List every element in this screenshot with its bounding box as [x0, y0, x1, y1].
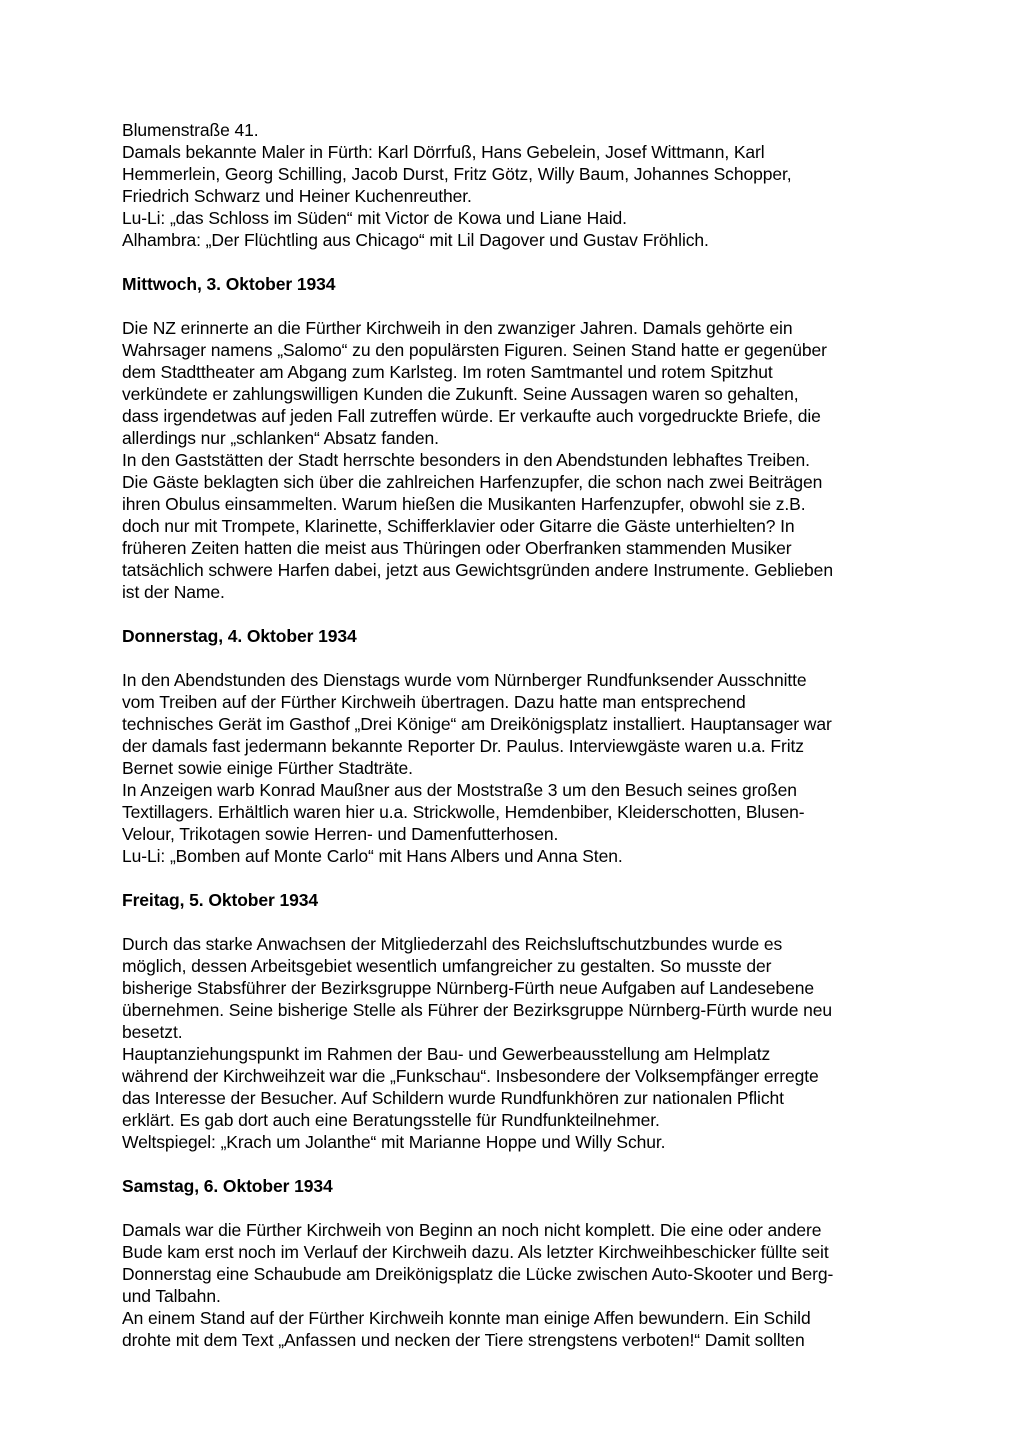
text-line: und Talbahn. — [122, 1286, 221, 1306]
text-line: verkündete er zahlungswilligen Kunden die Zukunft. Seine Aussagen waren so gehalten, — [122, 384, 799, 404]
text-line: Die Gäste beklagten sich über die zahlreichen Harfenzupfer, die schon nach zwei Beiträgen — [122, 472, 823, 492]
text-line: Velour, Trikotagen sowie Herren- und Damenfutterhosen. — [122, 824, 559, 844]
text-line: Alhambra: „Der Flüchtling aus Chicago“ mit Lil Dagover und Gustav Fröhlich. — [122, 230, 709, 250]
text-line: bisherige Stabsführer der Bezirksgruppe Nürnberg-Fürth neue Aufgaben auf Landesebene — [122, 978, 815, 998]
paragraph — [122, 669, 922, 867]
paragraph — [122, 119, 922, 251]
text-line: ihren Obulus einsammelten. Warum hießen die Musikanten Harfenzupfer, obwohl sie z.B. — [122, 494, 806, 514]
text-line: technisches Gerät im Gasthof „Drei Könige“ am Dreikönigsplatz installiert. Hauptansager war — [122, 714, 832, 734]
text-line: der damals fast jedermann bekannte Reporter Dr. Paulus. Interviewgäste waren u.a. Fritz — [122, 736, 804, 756]
text-line: Hauptanziehungspunkt im Rahmen der Bau- und Gewerbeausstellung am Helmplatz — [122, 1044, 771, 1064]
text-line: dem Stadttheater am Abgang zum Karlsteg. Im roten Samtmantel und rotem Spitzhut — [122, 362, 773, 382]
text-line: In den Abendstunden des Dienstags wurde vom Nürnberger Rundfunksender Ausschnitte — [122, 670, 807, 690]
text-line: Bude kam erst noch im Verlauf der Kirchweih dazu. Als letzter Kirchweihbeschicker füllte seit — [122, 1242, 829, 1262]
text-line: besetzt. — [122, 1022, 183, 1042]
text-line: Durch das starke Anwachsen der Mitgliederzahl des Reichsluftschutzbundes wurde es — [122, 934, 783, 954]
text-line: dass irgendetwas auf jeden Fall zutreffen würde. Er verkaufte auch vorgedruckte Briefe, die — [122, 406, 821, 426]
text-line: An einem Stand auf der Fürther Kirchweih konnte man einige Affen bewundern. Ein Schild — [122, 1308, 811, 1328]
text-line: In Anzeigen warb Konrad Maußner aus der Moststraße 3 um den Besuch seines großen — [122, 780, 797, 800]
text-line: Die NZ erinnerte an die Fürther Kirchweih in den zwanziger Jahren. Damals gehörte ein — [122, 318, 793, 338]
paragraph — [122, 317, 922, 603]
day-heading: Mittwoch, 3. Oktober 1934 — [122, 274, 336, 294]
text-line: Bernet sowie einige Fürther Stadträte. — [122, 758, 413, 778]
day-heading: Samstag, 6. Oktober 1934 — [122, 1176, 333, 1196]
text-line: Hemmerlein, Georg Schilling, Jacob Durst, Fritz Götz, Willy Baum, Johannes Schopper, — [122, 164, 792, 184]
day-heading: Freitag, 5. Oktober 1934 — [122, 890, 319, 910]
text-line: übernehmen. Seine bisherige Stelle als Führer der Bezirksgruppe Nürnberg-Fürth wurde neu — [122, 1000, 833, 1020]
text-line: vom Treiben auf der Fürther Kirchweih übertragen. Dazu hatte man entsprechend — [122, 692, 746, 712]
text-line: drohte mit dem Text „Anfassen und necken der Tiere strengstens verboten!“ Damit sollten — [122, 1330, 805, 1350]
text-line: allerdings nur „schlanken“ Absatz fanden. — [122, 428, 439, 448]
text-line: ist der Name. — [122, 582, 225, 602]
paragraph — [122, 933, 922, 1153]
text-line: In den Gaststätten der Stadt herrschte besonders in den Abendstunden lebhaftes Treiben. — [122, 450, 810, 470]
text-line: Damals bekannte Maler in Fürth: Karl Dörrfuß, Hans Gebelein, Josef Wittmann, Karl — [122, 142, 765, 162]
text-line: Textillagers. Erhältlich waren hier u.a. Strickwolle, Hemdenbiber, Kleiderschotten, Blusen- — [122, 802, 805, 822]
document-content — [122, 119, 922, 1373]
text-line: Donnerstag eine Schaubude am Dreikönigsplatz die Lücke zwischen Auto-Skooter und Berg- — [122, 1264, 834, 1284]
text-line: früheren Zeiten hatten die meist aus Thüringen oder Oberfranken stammenden Musiker — [122, 538, 792, 558]
text-line: Damals war die Fürther Kirchweih von Beginn an noch nicht komplett. Die eine oder andere — [122, 1220, 822, 1240]
paragraph — [122, 1219, 922, 1351]
text-line: möglich, dessen Arbeitsgebiet wesentlich umfangreicher zu gestalten. So musste der — [122, 956, 772, 976]
text-line: Wahrsager namens „Salomo“ zu den populärsten Figuren. Seinen Stand hatte er gegenüber — [122, 340, 827, 360]
text-line: Blumenstraße 41. — [122, 120, 259, 140]
text-line: Lu-Li: „Bomben auf Monte Carlo“ mit Hans Albers und Anna Sten. — [122, 846, 623, 866]
text-line: während der Kirchweihzeit war die „Funkschau“. Insbesondere der Volksempfänger erregte — [122, 1066, 819, 1086]
text-line: das Interesse der Besucher. Auf Schildern wurde Rundfunkhören zur nationalen Pflicht — [122, 1088, 784, 1108]
text-line: doch nur mit Trompete, Klarinette, Schifferklavier oder Gitarre die Gäste unterhielten? In — [122, 516, 795, 536]
text-line: tatsächlich schwere Harfen dabei, jetzt aus Gewichtsgründen andere Instrumente. Geblieben — [122, 560, 833, 580]
text-line: erklärt. Es gab dort auch eine Beratungsstelle für Rundfunkteilnehmer. — [122, 1110, 660, 1130]
text-line: Friedrich Schwarz und Heiner Kuchenreuther. — [122, 186, 472, 206]
day-heading: Donnerstag, 4. Oktober 1934 — [122, 626, 357, 646]
text-line: Lu-Li: „das Schloss im Süden“ mit Victor de Kowa und Liane Haid. — [122, 208, 627, 228]
text-line: Weltspiegel: „Krach um Jolanthe“ mit Marianne Hoppe und Willy Schur. — [122, 1132, 666, 1152]
